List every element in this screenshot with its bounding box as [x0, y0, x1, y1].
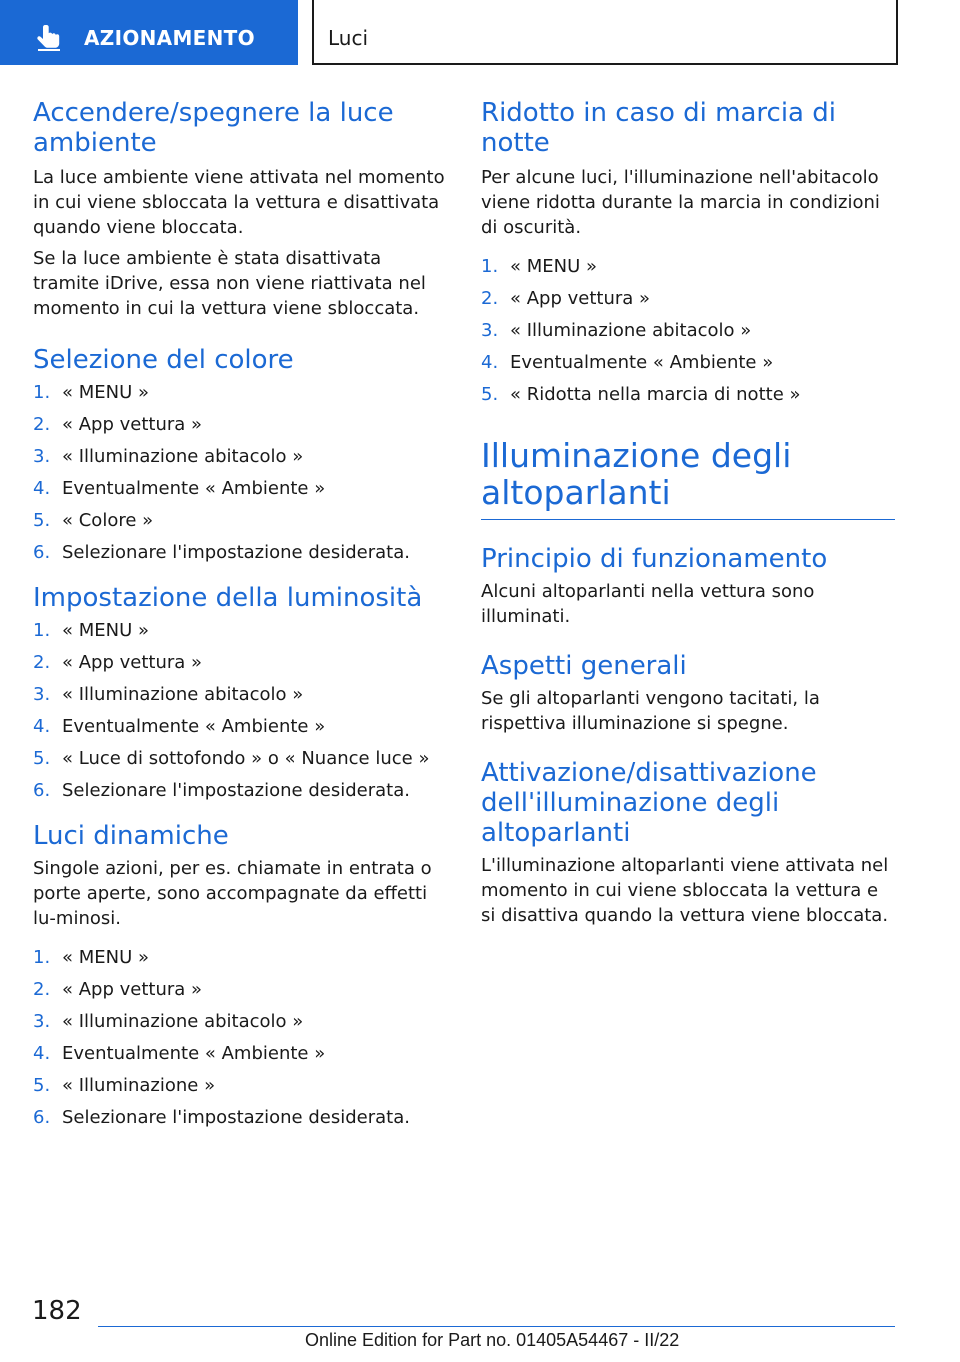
list-item: 3. « Illuminazione abitacolo »	[33, 684, 304, 705]
paragraph: Per alcune luci, l'illuminazione nell'abitacolo viene ridotta durante la marcia in condizioni di oscurità.	[481, 167, 880, 238]
chapter-title-box	[312, 0, 898, 65]
list-item: 4. Eventualmente « Ambiente »	[33, 1043, 326, 1064]
list-item: 4. Eventualmente « Ambiente »	[33, 716, 326, 737]
edition-info: Online Edition for Part no. 01405A54467 - II/22	[305, 1330, 680, 1350]
list-item: 5. « Illuminazione »	[33, 1075, 216, 1096]
section-heading-ambient-light: Accendere/spegnere la luce ambiente	[33, 98, 394, 158]
steps-list-dynamic	[33, 945, 445, 1130]
list-item: 5. « Colore »	[33, 510, 154, 531]
list-item: 1. « MENU »	[33, 382, 150, 403]
section-heading-general-aspects: Aspetti generali	[481, 651, 687, 681]
paragraph: Se la luce ambiente è stata disattivata tramite iDrive, essa non viene riattivata nel momento in cui la vettura viene sbloccata.	[33, 248, 426, 319]
left-column	[33, 98, 445, 1137]
list-item: 5. « Ridotta nella marcia di notte »	[481, 384, 801, 405]
list-item: 2. « App vettura »	[33, 652, 203, 673]
page-number: 182	[32, 1296, 82, 1326]
steps-list-color	[33, 380, 445, 565]
chapter-heading-speaker-lighting: Illuminazione degli altoparlanti	[481, 436, 792, 512]
section-tab-label: AZIONAMENTO	[84, 26, 255, 50]
list-item: 3. « Illuminazione abitacolo »	[481, 320, 752, 341]
section-tab	[0, 0, 298, 65]
section-heading-dynamic-lights: Luci dinamiche	[33, 821, 229, 851]
paragraph: L'illuminazione altoparlanti viene attivata nel momento in cui viene sbloccata la vettura e si disattiva quando la vettura viene bloccata.	[481, 855, 889, 926]
list-item: 2. « App vettura »	[481, 288, 651, 309]
list-item: 6. Selezionare l'impostazione desiderata.	[33, 1107, 410, 1128]
list-item: 4. Eventualmente « Ambiente »	[481, 352, 774, 373]
steps-list-brightness	[33, 618, 445, 803]
section-heading-operating-principle: Principio di funzionamento	[481, 544, 828, 574]
paragraph: La luce ambiente viene attivata nel momento in cui viene sbloccata la vettura e disattivata quando viene bloccata.	[33, 167, 445, 238]
heading-divider	[481, 519, 895, 520]
list-item: 2. « App vettura »	[33, 979, 203, 1000]
section-heading-brightness: Impostazione della luminosità	[33, 583, 423, 613]
steps-list-night	[481, 254, 895, 407]
list-item: 2. « App vettura »	[33, 414, 203, 435]
right-column	[481, 98, 895, 928]
list-item: 6. Selezionare l'impostazione desiderata.	[33, 780, 410, 801]
section-heading-color: Selezione del colore	[33, 345, 294, 375]
paragraph: Alcuni altoparlanti nella vettura sono illuminati.	[481, 581, 815, 627]
list-item: 3. « Illuminazione abitacolo »	[33, 1011, 304, 1032]
section-heading-activation: Attivazione/disattivazione dell'illuminazione degli altoparlanti	[481, 758, 817, 848]
hand-pointer-icon	[36, 24, 64, 52]
list-item: 3. « Illuminazione abitacolo »	[33, 446, 304, 467]
list-item: 1. « MENU »	[481, 256, 598, 277]
list-item: 6. Selezionare l'impostazione desiderata.	[33, 542, 410, 563]
chapter-title: Luci	[328, 26, 369, 50]
list-item: 4. Eventualmente « Ambiente »	[33, 478, 326, 499]
list-item: 1. « MENU »	[33, 947, 150, 968]
paragraph: Se gli altoparlanti vengono tacitati, la rispettiva illuminazione si spegne.	[481, 688, 820, 734]
section-heading-night-driving: Ridotto in caso di marcia di notte	[481, 98, 836, 158]
paragraph: Singole azioni, per es. chiamate in entrata o porte aperte, sono accompagnate da effetti lu-minosi.	[33, 858, 432, 929]
list-item: 1. « MENU »	[33, 620, 150, 641]
list-item: 5. « Luce di sottofondo » o « Nuance luce »	[33, 748, 430, 769]
footer-divider	[98, 1326, 895, 1327]
